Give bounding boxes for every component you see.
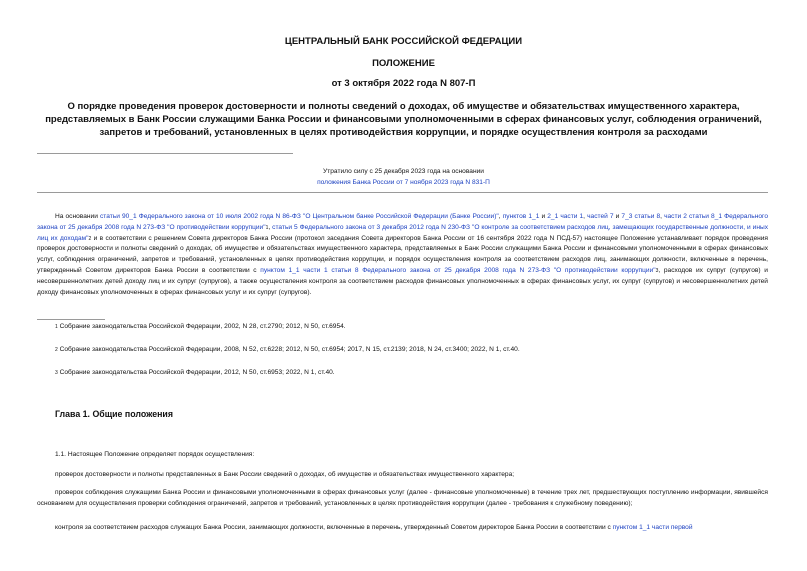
chapter-heading: Глава 1. Общие положения [55, 409, 173, 419]
divider-full [37, 192, 768, 193]
body-paragraph: проверок достоверности и полноты представленных в Банк России сведений о доходах, об имуществе и обязательствах имущественного характера; [55, 471, 515, 478]
status-note [0, 166, 807, 188]
basis-link-230fz[interactable]: статьи 5 Федерального закона от 3 декабря 2012 года N 230-ФЗ "О контроле за соответствием расходов лиц, замещающих государственные должности, и иных лиц их доходам" [37, 223, 768, 242]
footnote-mark: 2 [55, 347, 58, 353]
basis-text: и [613, 213, 622, 220]
basis-link-73[interactable]: 7_3 статьи 8 [621, 213, 661, 220]
basis-text: , [268, 223, 273, 231]
basis-text: , [583, 213, 588, 220]
status-line: Утратило силу с 25 декабря 2023 года на основании [323, 168, 484, 175]
basis-link-273fz[interactable]: части 2 статьи 8_1 Федерального закона от 25 декабря 2008 года N 273-ФЗ "О противодействии коррупции" [37, 213, 768, 231]
footnote-mark: 3 [55, 370, 58, 376]
issuer-heading: ЦЕНТРАЛЬНЫЙ БАНК РОССИЙСКОЙ ФЕДЕРАЦИИ [284, 36, 523, 47]
basis-text: , [498, 213, 503, 220]
basis-text: и [539, 213, 548, 220]
basis-text: На основании [55, 213, 100, 220]
body-paragraph [37, 523, 768, 534]
document-date: от 3 октября 2022 года N 807-П [331, 78, 476, 89]
footnote-ref-3[interactable]: 3 [655, 267, 659, 274]
body-paragraph: 1.1. Настоящее Положение определяет порядок осуществления: [55, 451, 255, 458]
basis-link-86fz[interactable]: статьи 90_1 Федерального закона от 10 июля 2002 года N 86-ФЗ "О Центральном банке Российской Федерации (Банке России)" [99, 213, 499, 220]
document-type: ПОЛОЖЕНИЕ [372, 58, 435, 69]
footnote-ref-2[interactable]: 2 [88, 235, 92, 242]
footnote-2 [55, 345, 520, 355]
footnote-ref-1[interactable]: 1 [265, 224, 269, 231]
basis-link-part7[interactable]: частей 7 [587, 213, 614, 220]
basis-link-p11-art8[interactable]: пунктом 1_1 части 1 статьи 8 Федерального закона от 25 декабря 2008 года N 273-ФЗ "О противодействии коррупции" [260, 266, 656, 274]
basis-text: , [660, 213, 665, 220]
footnote-divider [37, 319, 105, 320]
basis-paragraph [37, 212, 768, 298]
body-link-p11[interactable]: пунктом 1_1 части первой [612, 524, 693, 531]
basis-link-p21[interactable]: 2_1 части 1 [547, 213, 584, 220]
divider-short [37, 153, 293, 154]
footnote-text: Собрание законодательства Российской Федерации, 2008, N 52, ст.6228; 2012, N 50, ст.6954; 2017, N 15, ст.2139; 2018, N 24, ст.3400; 2022, N 1, ст.40. [59, 346, 520, 353]
basis-text: и в соответствии с решением Совета директоров Банка России (протокол заседания Совета директоров Банка России от 16 сентября 2022 года N ПСД-57) настоящее Положение устанавливает порядок проведения проверок достоверности и полноты сведений о доходах, об имуществе и обязательствах имущественного характера, представляемых в Банк России служащими Банка России и финансовыми уполномоченными в сферах финансовых услуг, соблюдения ограничений, запретов и требований, установленных в целях противодействия коррупции, и порядок осуществления контроля за соответствием расходов лиц, занимающих должности, включенные в перечень, утвержденный Советом директоров Банка России в соответствии с [37, 234, 769, 274]
footnote-text: Собрание законодательства Российской Федерации, 2012, N 50, ст.6953; 2022, N 1, ст.40. [59, 369, 335, 376]
status-link[interactable]: положения Банка России от 7 ноября 2023 года N 831-П [317, 179, 490, 186]
footnote-text: Собрание законодательства Российской Федерации, 2002, N 28, ст.2790; 2012, N 50, ст.6954. [59, 323, 346, 330]
document-title: О порядке проведения проверок достоверности и полноты сведений о доходах, об имуществе и обязательствах имущественного характера, представляемых в Банк России служащими Банка России и финансовыми уполномоченными в сферах финансовых услуг, соблюдения ограничений, запретов и требований, установленных в целях противодействия коррупции, и порядке осуществления контроля за расходами [45, 101, 762, 138]
footnote-1 [55, 322, 346, 332]
body-text: контроля за соответствием расходов служащих Банка России, занимающих должности, включенные в перечень, утвержденный Советом директоров Банка России в соответствии с [55, 524, 613, 531]
basis-link-p11[interactable]: пунктов 1_1 [502, 213, 540, 220]
footnote-mark: 1 [55, 324, 58, 330]
basis-text: , расходов их супруг (супругов) и несовершеннолетних детей доходу лиц и их супруг (супругов), а также осуществления контроля за соответствием расходов финансовых уполномоченных в сферах финансовых услуг, их супруг (супругов) и несовершеннолетних детей доходу финансовых уполномоченных в сферах финансовых услуг и их супруг (супругов). [37, 266, 768, 296]
body-paragraph: проверок соблюдения служащими Банка России и финансовыми уполномоченными в сферах финансовых услуг (далее - финансовые уполномоченные) в течение трех лет, предшествующих поступлению информации, явившейся основанием для осуществления проверки соблюдения ограничений, запретов и требований, установленных в целях противодействия коррупции (далее - требования к служебному поведению); [37, 489, 768, 507]
footnote-3 [55, 368, 335, 378]
